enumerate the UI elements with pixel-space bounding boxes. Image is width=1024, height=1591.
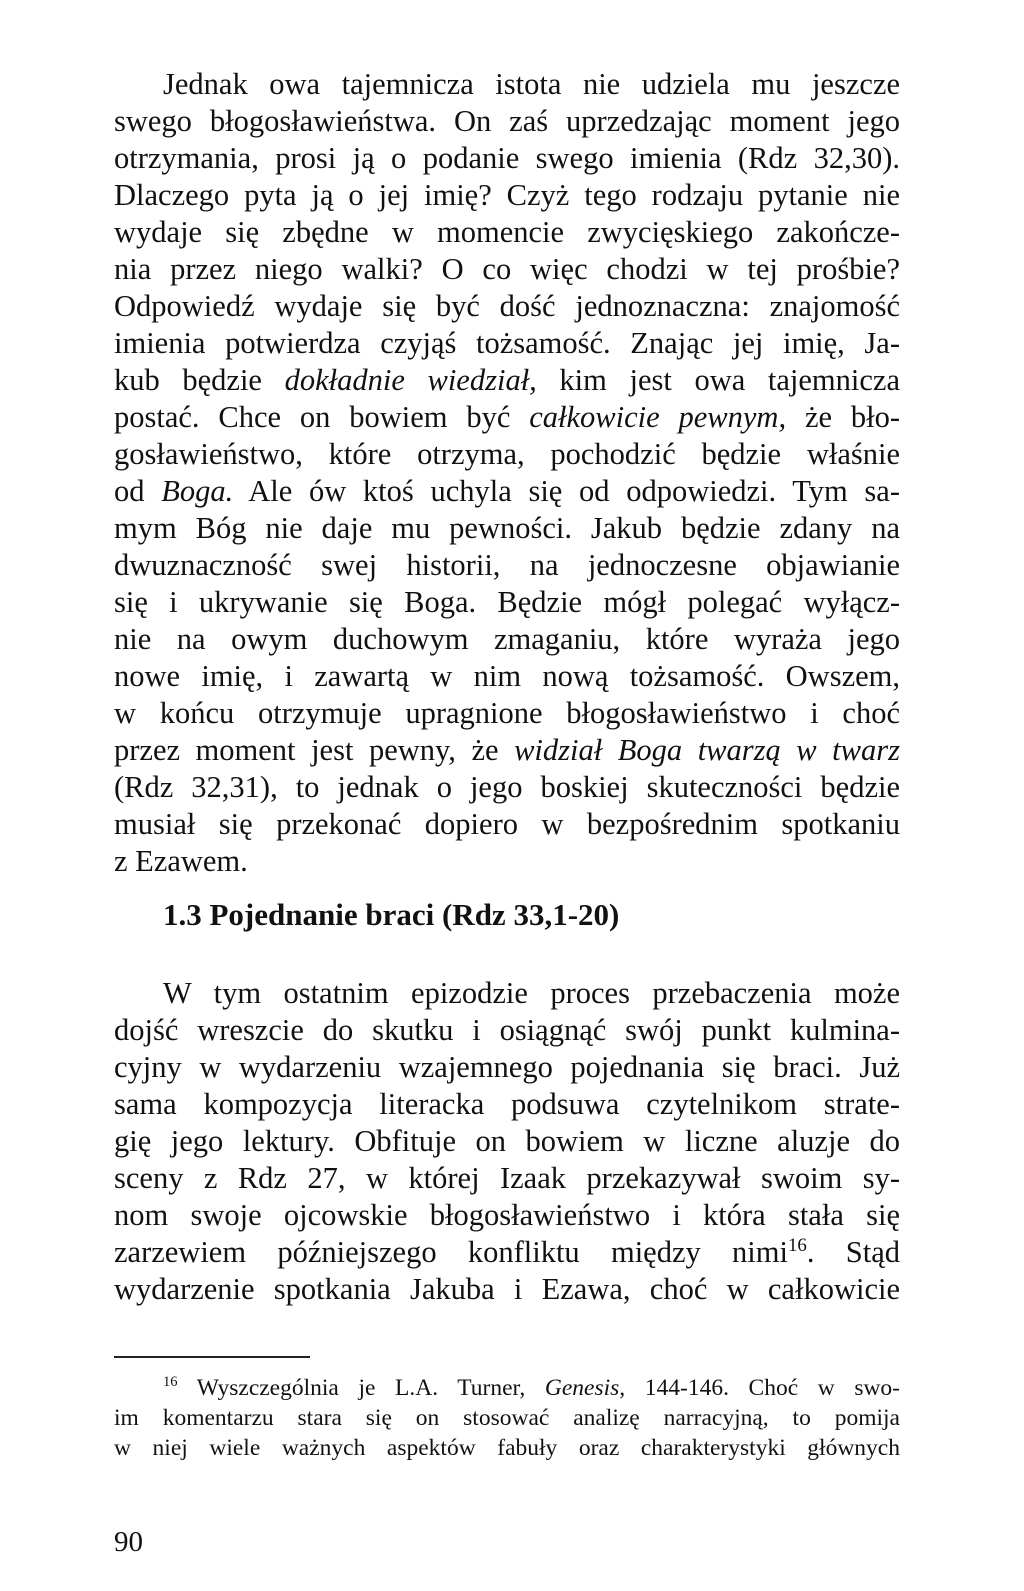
- text-line: [114, 473, 900, 509]
- text-line: cyjny w wydarzeniu wzajemnego pojednania się braci. Już: [114, 1050, 900, 1084]
- text-run: Wyszczególnia je L.A. Turner,: [177, 1375, 545, 1401]
- text-line: wydaje się zbędne w momencie zwycięskiego zakończe-: [114, 215, 900, 249]
- text-run: . Stąd: [806, 1235, 900, 1269]
- text-line: dojść wreszcie do skutku i osiągnąć swój punkt kulmina-: [114, 1013, 900, 1047]
- emphasis: widział Boga twarzą w twarz: [514, 733, 900, 767]
- text-line: [114, 1234, 900, 1270]
- text-run: postać. Chce on bowiem być: [114, 400, 530, 434]
- emphasis: Genesis,: [544, 1375, 626, 1401]
- text-run: zarzewiem późniejszego konfliktu między nimi: [114, 1235, 788, 1269]
- page-number: 90: [114, 1526, 143, 1558]
- footnote-line: im komentarzu stara się on stosować analizę narracyjną, to pomija: [114, 1405, 900, 1431]
- text-line: dwuznaczność swej historii, na jednoczesne objawianie: [114, 548, 900, 582]
- text-line: nie na owym duchowym zmaganiu, które wyraża jego: [114, 622, 900, 656]
- emphasis: całkowicie pewnym,: [529, 400, 787, 434]
- text-line: [114, 732, 900, 768]
- text-line: otrzymania, prosi ją o podanie swego imienia (Rdz 32,30).: [114, 141, 900, 175]
- text-line: imienia potwierdza czyjąś tożsamość. Znając jej imię, Ja-: [114, 326, 900, 360]
- footnote-reference: 16: [787, 1234, 807, 1256]
- text-line: wydarzenie spotkania Jakuba i Ezawa, choć w całkowicie: [114, 1272, 900, 1306]
- text-line: [114, 362, 900, 398]
- text-line: sceny z Rdz 27, w której Izaak przekazywał swoim sy-: [114, 1161, 900, 1195]
- text-line: w końcu otrzymuje upragnione błogosławieństwo i choć: [114, 696, 900, 730]
- section-heading: 1.3 Pojednanie braci (Rdz 33,1-20): [163, 897, 620, 932]
- text-line: nom swoje ojcowskie błogosławieństwo i która stała się: [114, 1198, 900, 1232]
- text-line: mym Bóg nie daje mu pewności. Jakub będzie zdany na: [114, 511, 900, 545]
- text-line: się i ukrywanie się Boga. Będzie mógł polegać wyłącz-: [114, 585, 900, 619]
- text-line: gię jego lektury. Obfituje on bowiem w liczne aluzje do: [114, 1124, 900, 1158]
- text-line: gosławieństwo, które otrzyma, pochodzić będzie właśnie: [114, 437, 900, 471]
- emphasis: dokładnie wiedział,: [284, 363, 537, 397]
- text-line: Jednak owa tajemnicza istota nie udziela mu jeszcze: [163, 67, 900, 101]
- footnote-marker: 16: [163, 1374, 178, 1391]
- emphasis: Boga.: [161, 474, 234, 508]
- text-line: Odpowiedź wydaje się być dość jednoznaczna: znajomość: [114, 289, 900, 323]
- text-line: musiał się przekonać dopiero w bezpośrednim spotkaniu: [114, 807, 900, 841]
- text-run: że bło-: [786, 400, 900, 434]
- footnote-line: w niej wiele ważnych aspektów fabuły oraz charakterystyki głównych: [114, 1435, 900, 1461]
- footnote-separator: [114, 1356, 310, 1358]
- text-line: nia przez niego walki? O co więc chodzi w tej prośbie?: [114, 252, 900, 286]
- text-run: kub będzie: [114, 363, 285, 397]
- text-line: swego błogosławieństwa. On zaś uprzedzając moment jego: [114, 104, 900, 138]
- text-line: [114, 399, 900, 435]
- text-run: przez moment jest pewny, że: [114, 733, 515, 767]
- text-line: z Ezawem.: [114, 844, 248, 878]
- text-line: sama kompozycja literacka podsuwa czytelnikom strate-: [114, 1087, 900, 1121]
- text-line: W tym ostatnim epizodzie proces przebaczenia może: [163, 976, 900, 1010]
- text-run: 144-146. Choć w swo-: [625, 1375, 901, 1401]
- text-line: nowe imię, i zawartą w nim nową tożsamość. Owszem,: [114, 659, 900, 693]
- text-line: Dlaczego pyta ją o jej imię? Czyż tego rodzaju pytanie nie: [114, 178, 900, 212]
- text-run: od: [114, 474, 162, 508]
- text-line: (Rdz 32,31), to jednak o jego boskiej skuteczności będzie: [114, 770, 900, 804]
- text-run: Ale ów ktoś uchyla się od odpowiedzi. Tym sa-: [233, 474, 900, 508]
- footnote-line: [163, 1373, 900, 1403]
- text-run: kim jest owa tajemnicza: [536, 363, 900, 397]
